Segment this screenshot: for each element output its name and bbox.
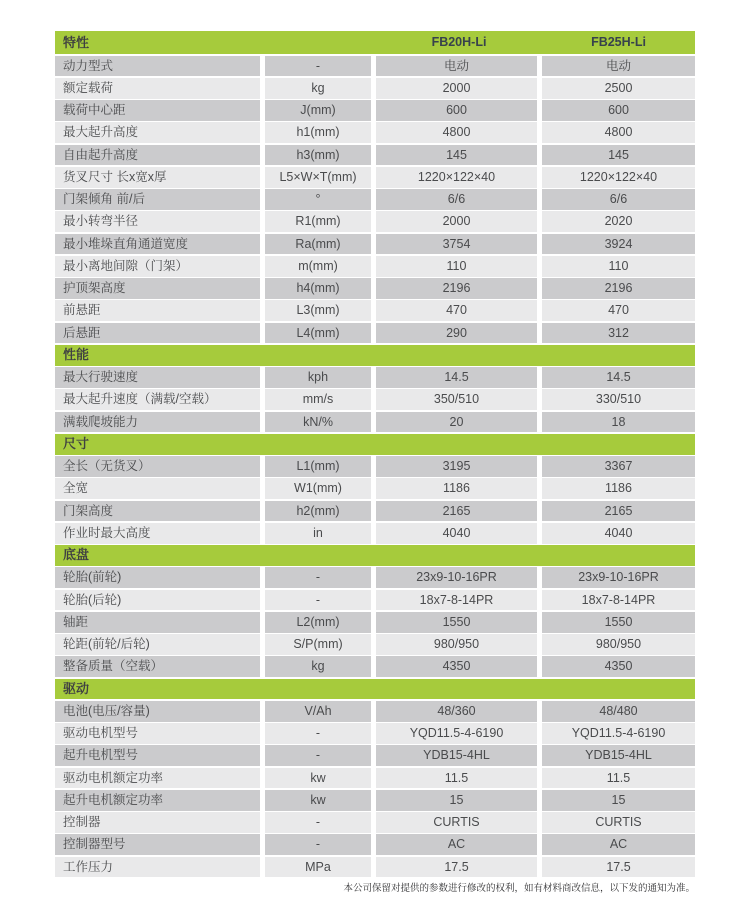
table-row xyxy=(55,478,695,499)
section-header-row xyxy=(55,545,695,566)
row-unit: kph xyxy=(265,367,371,388)
row-label: 最大行驶速度 xyxy=(55,367,260,388)
row-value-fb20h-li: CURTIS xyxy=(376,812,537,833)
row-value-fb25h-li: YDB15-4HL xyxy=(542,745,695,766)
row-value-fb20h-li: 470 xyxy=(376,300,537,321)
row-value-fb25h-li: 23x9-10-16PR xyxy=(542,567,695,588)
row-value-fb25h-li: 2020 xyxy=(542,211,695,232)
row-value-fb25h-li: 电动 xyxy=(542,56,695,77)
row-value-fb20h-li: 2196 xyxy=(376,278,537,299)
row-value-fb25h-li: 18 xyxy=(542,412,695,433)
table-row xyxy=(55,656,695,677)
row-label: 控制器型号 xyxy=(55,834,260,855)
row-value-fb20h-li: 1186 xyxy=(376,478,537,499)
section-title: 性能 xyxy=(63,346,90,362)
row-value-fb20h-li: 2000 xyxy=(376,78,537,99)
row-value-fb25h-li: 1186 xyxy=(542,478,695,499)
row-label: 最小转弯半径 xyxy=(55,211,260,232)
disclaimer-note: 本公司保留对提供的参数进行修改的权利，如有材料商改信息，以下发的通知为准。 xyxy=(343,883,695,894)
row-value-fb20h-li: 2000 xyxy=(376,211,537,232)
row-unit: - xyxy=(265,723,371,744)
row-label: 起升电机型号 xyxy=(55,745,260,766)
row-value-fb20h-li: 3195 xyxy=(376,456,537,477)
row-label: 全宽 xyxy=(55,478,260,499)
row-unit: ° xyxy=(265,189,371,210)
row-label: 载荷中心距 xyxy=(55,100,260,121)
row-value-fb20h-li: 20 xyxy=(376,412,537,433)
table-row xyxy=(55,145,695,166)
row-label: 全长（无货叉） xyxy=(55,456,260,477)
row-value-fb25h-li: 4040 xyxy=(542,523,695,544)
row-label: 门架高度 xyxy=(55,501,260,522)
row-label: 护顶架高度 xyxy=(55,278,260,299)
table-row xyxy=(55,745,695,766)
section-title: 驱动 xyxy=(63,680,90,696)
row-unit: mm/s xyxy=(265,389,371,410)
table-row xyxy=(55,367,695,388)
table-row xyxy=(55,768,695,789)
row-unit: - xyxy=(265,745,371,766)
row-unit: kw xyxy=(265,790,371,811)
row-unit: - xyxy=(265,567,371,588)
row-label: 轮距(前轮/后轮) xyxy=(55,634,260,655)
table-row xyxy=(55,456,695,477)
table-row xyxy=(55,122,695,143)
table-row xyxy=(55,590,695,611)
row-label: 额定载荷 xyxy=(55,78,260,99)
row-unit: L2(mm) xyxy=(265,612,371,633)
row-value-fb25h-li: 4350 xyxy=(542,656,695,677)
row-value-fb20h-li: 6/6 xyxy=(376,189,537,210)
row-value-fb20h-li: 15 xyxy=(376,790,537,811)
row-unit: V/Ah xyxy=(265,701,371,722)
row-value-fb25h-li: 2165 xyxy=(542,501,695,522)
row-value-fb25h-li: 48/480 xyxy=(542,701,695,722)
table-row xyxy=(55,78,695,99)
row-value-fb20h-li: 48/360 xyxy=(376,701,537,722)
row-label: 最小离地间隙（门架） xyxy=(55,256,260,277)
row-unit: Ra(mm) xyxy=(265,234,371,255)
row-value-fb25h-li: 15 xyxy=(542,790,695,811)
row-value-fb25h-li: 1220×122×40 xyxy=(542,167,695,188)
row-value-fb20h-li: 600 xyxy=(376,100,537,121)
header-feature-label: 特性 xyxy=(63,35,90,50)
row-unit: kg xyxy=(265,78,371,99)
row-unit: L4(mm) xyxy=(265,323,371,344)
row-value-fb25h-li: 1550 xyxy=(542,612,695,633)
row-value-fb20h-li: 17.5 xyxy=(376,857,537,878)
row-label: 轮胎(前轮) xyxy=(55,567,260,588)
row-value-fb25h-li: 6/6 xyxy=(542,189,695,210)
row-value-fb20h-li: 3754 xyxy=(376,234,537,255)
row-unit: L5×W×T(mm) xyxy=(265,167,371,188)
row-label: 控制器 xyxy=(55,812,260,833)
table-row xyxy=(55,812,695,833)
row-label: 驱动电机型号 xyxy=(55,723,260,744)
row-label: 工作压力 xyxy=(55,857,260,878)
table-row xyxy=(55,701,695,722)
row-value-fb20h-li: 4800 xyxy=(376,122,537,143)
row-unit: kN/% xyxy=(265,412,371,433)
row-unit: h2(mm) xyxy=(265,501,371,522)
row-value-fb25h-li: 4800 xyxy=(542,122,695,143)
row-value-fb20h-li: 23x9-10-16PR xyxy=(376,567,537,588)
row-label: 最大起升高度 xyxy=(55,122,260,143)
header-unit-label xyxy=(265,31,376,54)
table-row xyxy=(55,389,695,410)
row-unit: S/P(mm) xyxy=(265,634,371,655)
row-value-fb20h-li: 18x7-8-14PR xyxy=(376,590,537,611)
row-unit: MPa xyxy=(265,857,371,878)
row-unit: R1(mm) xyxy=(265,211,371,232)
row-unit: m(mm) xyxy=(265,256,371,277)
table-body xyxy=(55,56,695,878)
row-value-fb20h-li: 电动 xyxy=(376,56,537,77)
row-unit: L3(mm) xyxy=(265,300,371,321)
row-label: 轴距 xyxy=(55,612,260,633)
row-label: 驱动电机额定功率 xyxy=(55,768,260,789)
row-value-fb25h-li: 2500 xyxy=(542,78,695,99)
row-value-fb25h-li: 145 xyxy=(542,145,695,166)
row-label: 电池(电压/容量) xyxy=(55,701,260,722)
row-unit: kg xyxy=(265,656,371,677)
row-value-fb20h-li: 1550 xyxy=(376,612,537,633)
row-label: 最小堆垛直角通道宽度 xyxy=(55,234,260,255)
row-value-fb25h-li: 3924 xyxy=(542,234,695,255)
section-title: 尺寸 xyxy=(63,435,90,451)
row-label: 作业时最大高度 xyxy=(55,523,260,544)
row-value-fb20h-li: 290 xyxy=(376,323,537,344)
row-label: 轮胎(后轮) xyxy=(55,590,260,611)
table-header-row xyxy=(55,31,695,54)
row-label: 最大起升速度（满载/空载） xyxy=(55,389,260,410)
row-value-fb25h-li: 18x7-8-14PR xyxy=(542,590,695,611)
row-value-fb25h-li: 470 xyxy=(542,300,695,321)
row-unit: h1(mm) xyxy=(265,122,371,143)
table-row xyxy=(55,211,695,232)
row-unit: h4(mm) xyxy=(265,278,371,299)
row-unit: h3(mm) xyxy=(265,145,371,166)
row-value-fb25h-li: 2196 xyxy=(542,278,695,299)
row-unit: in xyxy=(265,523,371,544)
table-row xyxy=(55,834,695,855)
row-value-fb20h-li: 145 xyxy=(376,145,537,166)
row-value-fb20h-li: 14.5 xyxy=(376,367,537,388)
row-value-fb25h-li: YQD11.5-4-6190 xyxy=(542,723,695,744)
row-unit: kw xyxy=(265,768,371,789)
table-row xyxy=(55,234,695,255)
row-value-fb20h-li: AC xyxy=(376,834,537,855)
row-value-fb20h-li: YDB15-4HL xyxy=(376,745,537,766)
header-model-fb20h-li: FB20H-Li xyxy=(431,35,487,49)
row-value-fb20h-li: 110 xyxy=(376,256,537,277)
row-unit: W1(mm) xyxy=(265,478,371,499)
header-model-fb25h-li: FB25H-Li xyxy=(591,35,646,49)
section-title: 底盘 xyxy=(63,547,90,563)
table-row xyxy=(55,323,695,344)
table-row xyxy=(55,56,695,77)
row-value-fb25h-li: 312 xyxy=(542,323,695,344)
row-value-fb20h-li: 2165 xyxy=(376,501,537,522)
row-value-fb25h-li: 11.5 xyxy=(542,768,695,789)
table-row xyxy=(55,723,695,744)
table-row xyxy=(55,501,695,522)
table-row xyxy=(55,256,695,277)
row-label: 整备质量（空载） xyxy=(55,656,260,677)
table-row xyxy=(55,278,695,299)
row-value-fb20h-li: 1220×122×40 xyxy=(376,167,537,188)
row-value-fb25h-li: 980/950 xyxy=(542,634,695,655)
table-row xyxy=(55,567,695,588)
row-label: 起升电机额定功率 xyxy=(55,790,260,811)
row-value-fb20h-li: 4040 xyxy=(376,523,537,544)
row-unit: - xyxy=(265,590,371,611)
row-label: 满载爬坡能力 xyxy=(55,412,260,433)
row-value-fb25h-li: CURTIS xyxy=(542,812,695,833)
row-value-fb25h-li: AC xyxy=(542,834,695,855)
section-header-row xyxy=(55,679,695,700)
row-unit: - xyxy=(265,834,371,855)
row-value-fb20h-li: 350/510 xyxy=(376,389,537,410)
row-value-fb20h-li: 11.5 xyxy=(376,768,537,789)
row-value-fb20h-li: 4350 xyxy=(376,656,537,677)
row-label: 后悬距 xyxy=(55,323,260,344)
table-row xyxy=(55,790,695,811)
row-value-fb25h-li: 14.5 xyxy=(542,367,695,388)
row-value-fb25h-li: 3367 xyxy=(542,456,695,477)
row-value-fb25h-li: 17.5 xyxy=(542,857,695,878)
row-unit: L1(mm) xyxy=(265,456,371,477)
row-unit: J(mm) xyxy=(265,100,371,121)
table-row xyxy=(55,634,695,655)
row-label: 门架倾角 前/后 xyxy=(55,189,260,210)
row-label: 动力型式 xyxy=(55,56,260,77)
row-value-fb20h-li: 980/950 xyxy=(376,634,537,655)
row-unit: - xyxy=(265,812,371,833)
section-header-row xyxy=(55,434,695,455)
spec-table xyxy=(55,31,695,879)
section-header-row xyxy=(55,345,695,366)
table-row xyxy=(55,612,695,633)
table-row xyxy=(55,300,695,321)
table-row xyxy=(55,100,695,121)
row-unit: - xyxy=(265,56,371,77)
row-value-fb25h-li: 330/510 xyxy=(542,389,695,410)
row-label: 货叉尺寸 长x宽x厚 xyxy=(55,167,260,188)
row-value-fb25h-li: 110 xyxy=(542,256,695,277)
row-value-fb20h-li: YQD11.5-4-6190 xyxy=(376,723,537,744)
table-row xyxy=(55,167,695,188)
table-row xyxy=(55,412,695,433)
table-row xyxy=(55,523,695,544)
row-value-fb25h-li: 600 xyxy=(542,100,695,121)
table-row xyxy=(55,189,695,210)
row-label: 前悬距 xyxy=(55,300,260,321)
table-row xyxy=(55,857,695,878)
row-label: 自由起升高度 xyxy=(55,145,260,166)
